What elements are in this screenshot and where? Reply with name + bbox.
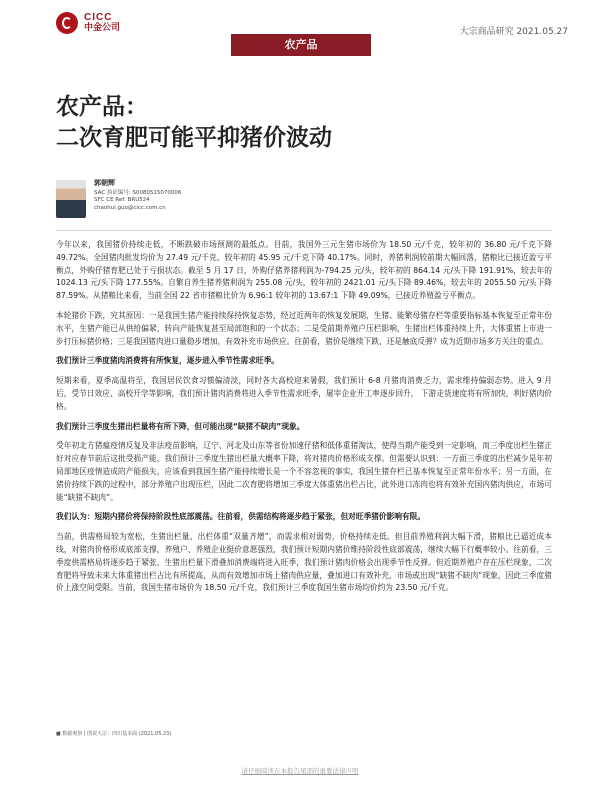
source-note: ■ 数据观察 | 图说大宗：四川基本面 (2021.05.23): [56, 731, 172, 737]
key-point: 我们预计三季度猪肉消费将有所恢复，逐步进入季节性需求旺季。: [56, 356, 279, 366]
body-paragraph: 本轮猪价下跌，究其原因：一是我国生猪产能持续保持恢复态势，经过近两年的恢复发展期，生猪、能繁母猪存栏等重要指标基本恢复至正常年份水平，生猪产能已从供给偏紧，转向产能恢复甚至局部饱和的一个状态；二是受前期养殖户压栏影响，生猪出栏体重持续上升，大体重猪上市进一步打压标猪价格；三是我国猪肉进口量稳步增加，有效补充市场供应。往前看，猪价是继续下跌、还是触底反弹？成为近期市场多方关注的重点。: [56, 310, 552, 346]
legal-disclaimer-link[interactable]: 请仔细阅读在本报告尾部的重要法律声明: [241, 767, 359, 775]
title-line-1: 农产品：: [56, 94, 148, 120]
author-sac: SAC 执证编号: S0080515070006: [94, 189, 182, 196]
author-block: [56, 180, 181, 218]
body-paragraph: 当前，供需格局较为宽松，生猪出栏量、出栏体重“双量齐增”，而需求相对弱势，价格持续走低。但目前养殖利润大幅下滑，猪粮比已逼近成本线，对猪肉价格形成底部支撑，养殖户、养殖企业挺价意愿强烈，我们预计短期内猪价维持阶段性底部震荡，继续大幅下行概率较小。往前看，三季度供需格局将逐步趋于紧张，生猪出栏量下滑叠加消费端将进入旺季，我们预计猪肉价格会出现季节性反弹。但近期养殖户存在压栏现象，二次育肥将导致未来大体重猪出栏占比有所提高，从而有效增加市场上猪肉供应量，叠加进口有效补充，市场或出现“缺猪不缺肉”现象，因此三季度猪价上涨空间受限。当前，我国生猪市场价为 18.50 元/千克，我们预计三季度我国生猪市场均价约为 23.50 元/千克。: [56, 532, 552, 593]
author-email[interactable]: chaohui.guo@cicc.com.cn: [94, 204, 166, 211]
report-body: [56, 239, 552, 602]
key-point: 我们预计三季度生猪出栏量将有所下降，但可能出现“缺猪不缺肉”现象。: [56, 421, 305, 431]
divider: [56, 230, 552, 231]
author-sfc: SFC CE Ref: BRU524: [94, 197, 150, 203]
page-title: [56, 92, 332, 154]
body-paragraph: 今年以来，我国猪价持续走低，不断跌破市场预测的最低点。目前，我国外三元生猪市场价为 18.50 元/千克，较年初的 36.80 元/千克下降 49.72%。全国猪肉批发均价为 27.49 元/千克，较年初的 45.95 元/千克下降 40.17%。同时，养猪利润较前期大幅回落，猪粮比已接近盈亏平衡点，外购仔猪育肥已处于亏损状态。截至 5 月 17 日，外购仔猪养猪利润为-794.25 元/头，较年初的 864.14 元/头下降 191.91%，较去年的 1024.13 元/头下降 177.55%。自繁自养生猪养猪利润为 255.08 元/头，较年初的 2421.01 元/头下降 89.46%，较去年的 2055.50 元/头下降 87.59%。从猪粮比来看，当前全国 22 省市猪粮比价为 6.96:1 较年初的 13.67:1 下降 49.09%，已接近养殖盈亏平衡点。: [56, 240, 552, 301]
logo-en: CICC: [84, 12, 113, 23]
title-line-2: 二次育肥可能平抑猪价波动: [56, 125, 332, 151]
report-category-date: 大宗商品研究 2021.05.27: [459, 27, 568, 37]
key-point: 我们认为：短期内猪价将保持阶段性底部震荡。往前看，供需结构将逐步趋于紧张，但对旺季猪价影响有限。: [56, 512, 426, 522]
body-paragraph: 短期来看，夏季高温将至，我国居民饮食习惯偏清淡，同时各大高校迎来暑假，我们预计 6-8 月猪肉消费乏力，需求维持偏弱态势。进入 9 月后，受节日效应、高校开学等影响，我们预计猪肉消费将进入季节性需求旺季，屠宰企业开工率逐步回升， 下游走货速度将有所加快，利好猪肉价格。: [56, 376, 552, 411]
author-name: 郭朝辉: [94, 179, 115, 187]
company-logo: [56, 12, 120, 34]
logo-text: [84, 13, 120, 33]
author-info: [94, 180, 181, 218]
author-avatar: [56, 180, 86, 218]
body-paragraph: 受年初北方猪瘟疫情反复及非法疫苗影响，辽宁、河北及山东等省份加速仔猪和低体重猪淘汰，使得当期产能受到一定影响，而三季度出栏生猪正好对应春节前后这批受损产能，我们预计三季度生猪出栏量大概率下降，将对猪肉价格形成支撑。但需要认识到：一方面三季度的出栏减少是年初局部地区疫情造成的产能损失，应该看到我国生猪产能持续增长是一个不容忽视的事实，我国生猪存栏已基本恢复至正常年份水平；另一方面，在猪价持续下跌的过程中，部分养殖户出现压栏，因此二次育肥将增加三季度大体重猪出栏占比，此外进口冻肉也将有效补充国内猪肉供应，市场可能“缺猪不缺肉”。: [56, 441, 552, 502]
section-banner: 农产品: [231, 34, 371, 56]
logo-cn: 中金公司: [84, 23, 121, 33]
cicc-logo-icon: [56, 12, 78, 34]
